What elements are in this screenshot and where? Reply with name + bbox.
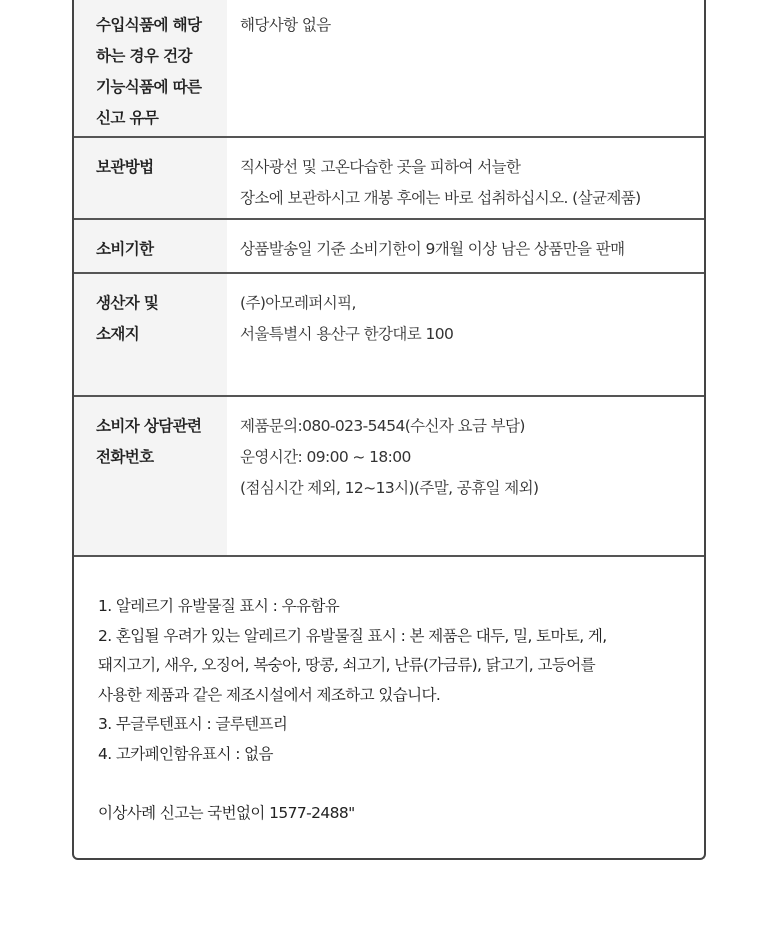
- row-label: [74, 138, 227, 218]
- note-line: 3. 무글루텐표시 : 글루텐프리: [98, 715, 288, 733]
- product-info-table: [72, 0, 706, 860]
- report-line: 이상사례 신고는 국번없이 1577-2488": [98, 803, 355, 822]
- note-line: 1. 알레르기 유발물질 표시 : 우유함유: [98, 597, 340, 615]
- note-line: 돼지고기, 새우, 오징어, 복숭아, 땅콩, 쇠고기, 난류(가금류), 닭고기, 고등어를: [98, 656, 595, 674]
- info-row-manufacturer: [74, 274, 704, 397]
- value-line: 직사광선 및 고온다습한 곳을 피하여 서늘한: [240, 158, 521, 176]
- value-line: 서울특별시 용산구 한강대로 100: [240, 325, 454, 343]
- label-line: 소재지: [96, 325, 140, 343]
- value-line: (점심시간 제외, 12~13시)(주말, 공휴일 제외): [240, 479, 539, 497]
- row-label: [74, 274, 227, 395]
- info-row-import-report: [74, 0, 704, 138]
- label-line: 소비자 상담관련: [96, 417, 202, 435]
- row-label: [74, 220, 227, 272]
- note-line: 4. 고카페인함유표시 : 없음: [98, 744, 273, 763]
- row-value: [227, 138, 704, 218]
- label-line: 기능식품에 따른: [96, 78, 202, 96]
- note-spacer: [98, 769, 704, 799]
- info-row-customer-service: [74, 397, 704, 557]
- label-line: 보관방법: [96, 158, 154, 176]
- value-line: 운영시간: 09:00 ~ 18:00: [240, 448, 411, 466]
- label-line: 생산자 및: [96, 294, 159, 312]
- notes-section: [74, 557, 704, 828]
- row-label: [74, 0, 227, 136]
- label-line: 신고 유무: [96, 109, 159, 127]
- info-row-storage: [74, 138, 704, 220]
- value-line: 제품문의:080-023-5454(수신자 요금 부담): [240, 417, 525, 435]
- note-line: 사용한 제품과 같은 제조시설에서 제조하고 있습니다.: [98, 685, 441, 704]
- label-line: 하는 경우 건강: [96, 47, 192, 65]
- note-line: 2. 혼입될 우려가 있는 알레르기 유발물질 표시 : 본 제품은 대두, 밀, 토마토, 게,: [98, 626, 607, 645]
- value-line: 상품발송일 기준 소비기한이 9개월 이상 남은 상품만을 판매: [240, 240, 625, 258]
- value-line: 해당사항 없음: [240, 16, 331, 34]
- row-value: [227, 0, 704, 136]
- value-line: (주)아모레퍼시픽,: [240, 294, 356, 312]
- info-row-expiration: [74, 220, 704, 274]
- value-line: 장소에 보관하시고 개봉 후에는 바로 섭취하십시오. (살균제품): [240, 189, 641, 207]
- row-value: [227, 220, 704, 272]
- row-label: [74, 397, 227, 555]
- label-line: 수입식품에 해당: [96, 16, 202, 34]
- row-value: [227, 397, 704, 555]
- label-line: 소비기한: [96, 240, 154, 258]
- label-line: 전화번호: [96, 448, 154, 466]
- row-value: [227, 274, 704, 395]
